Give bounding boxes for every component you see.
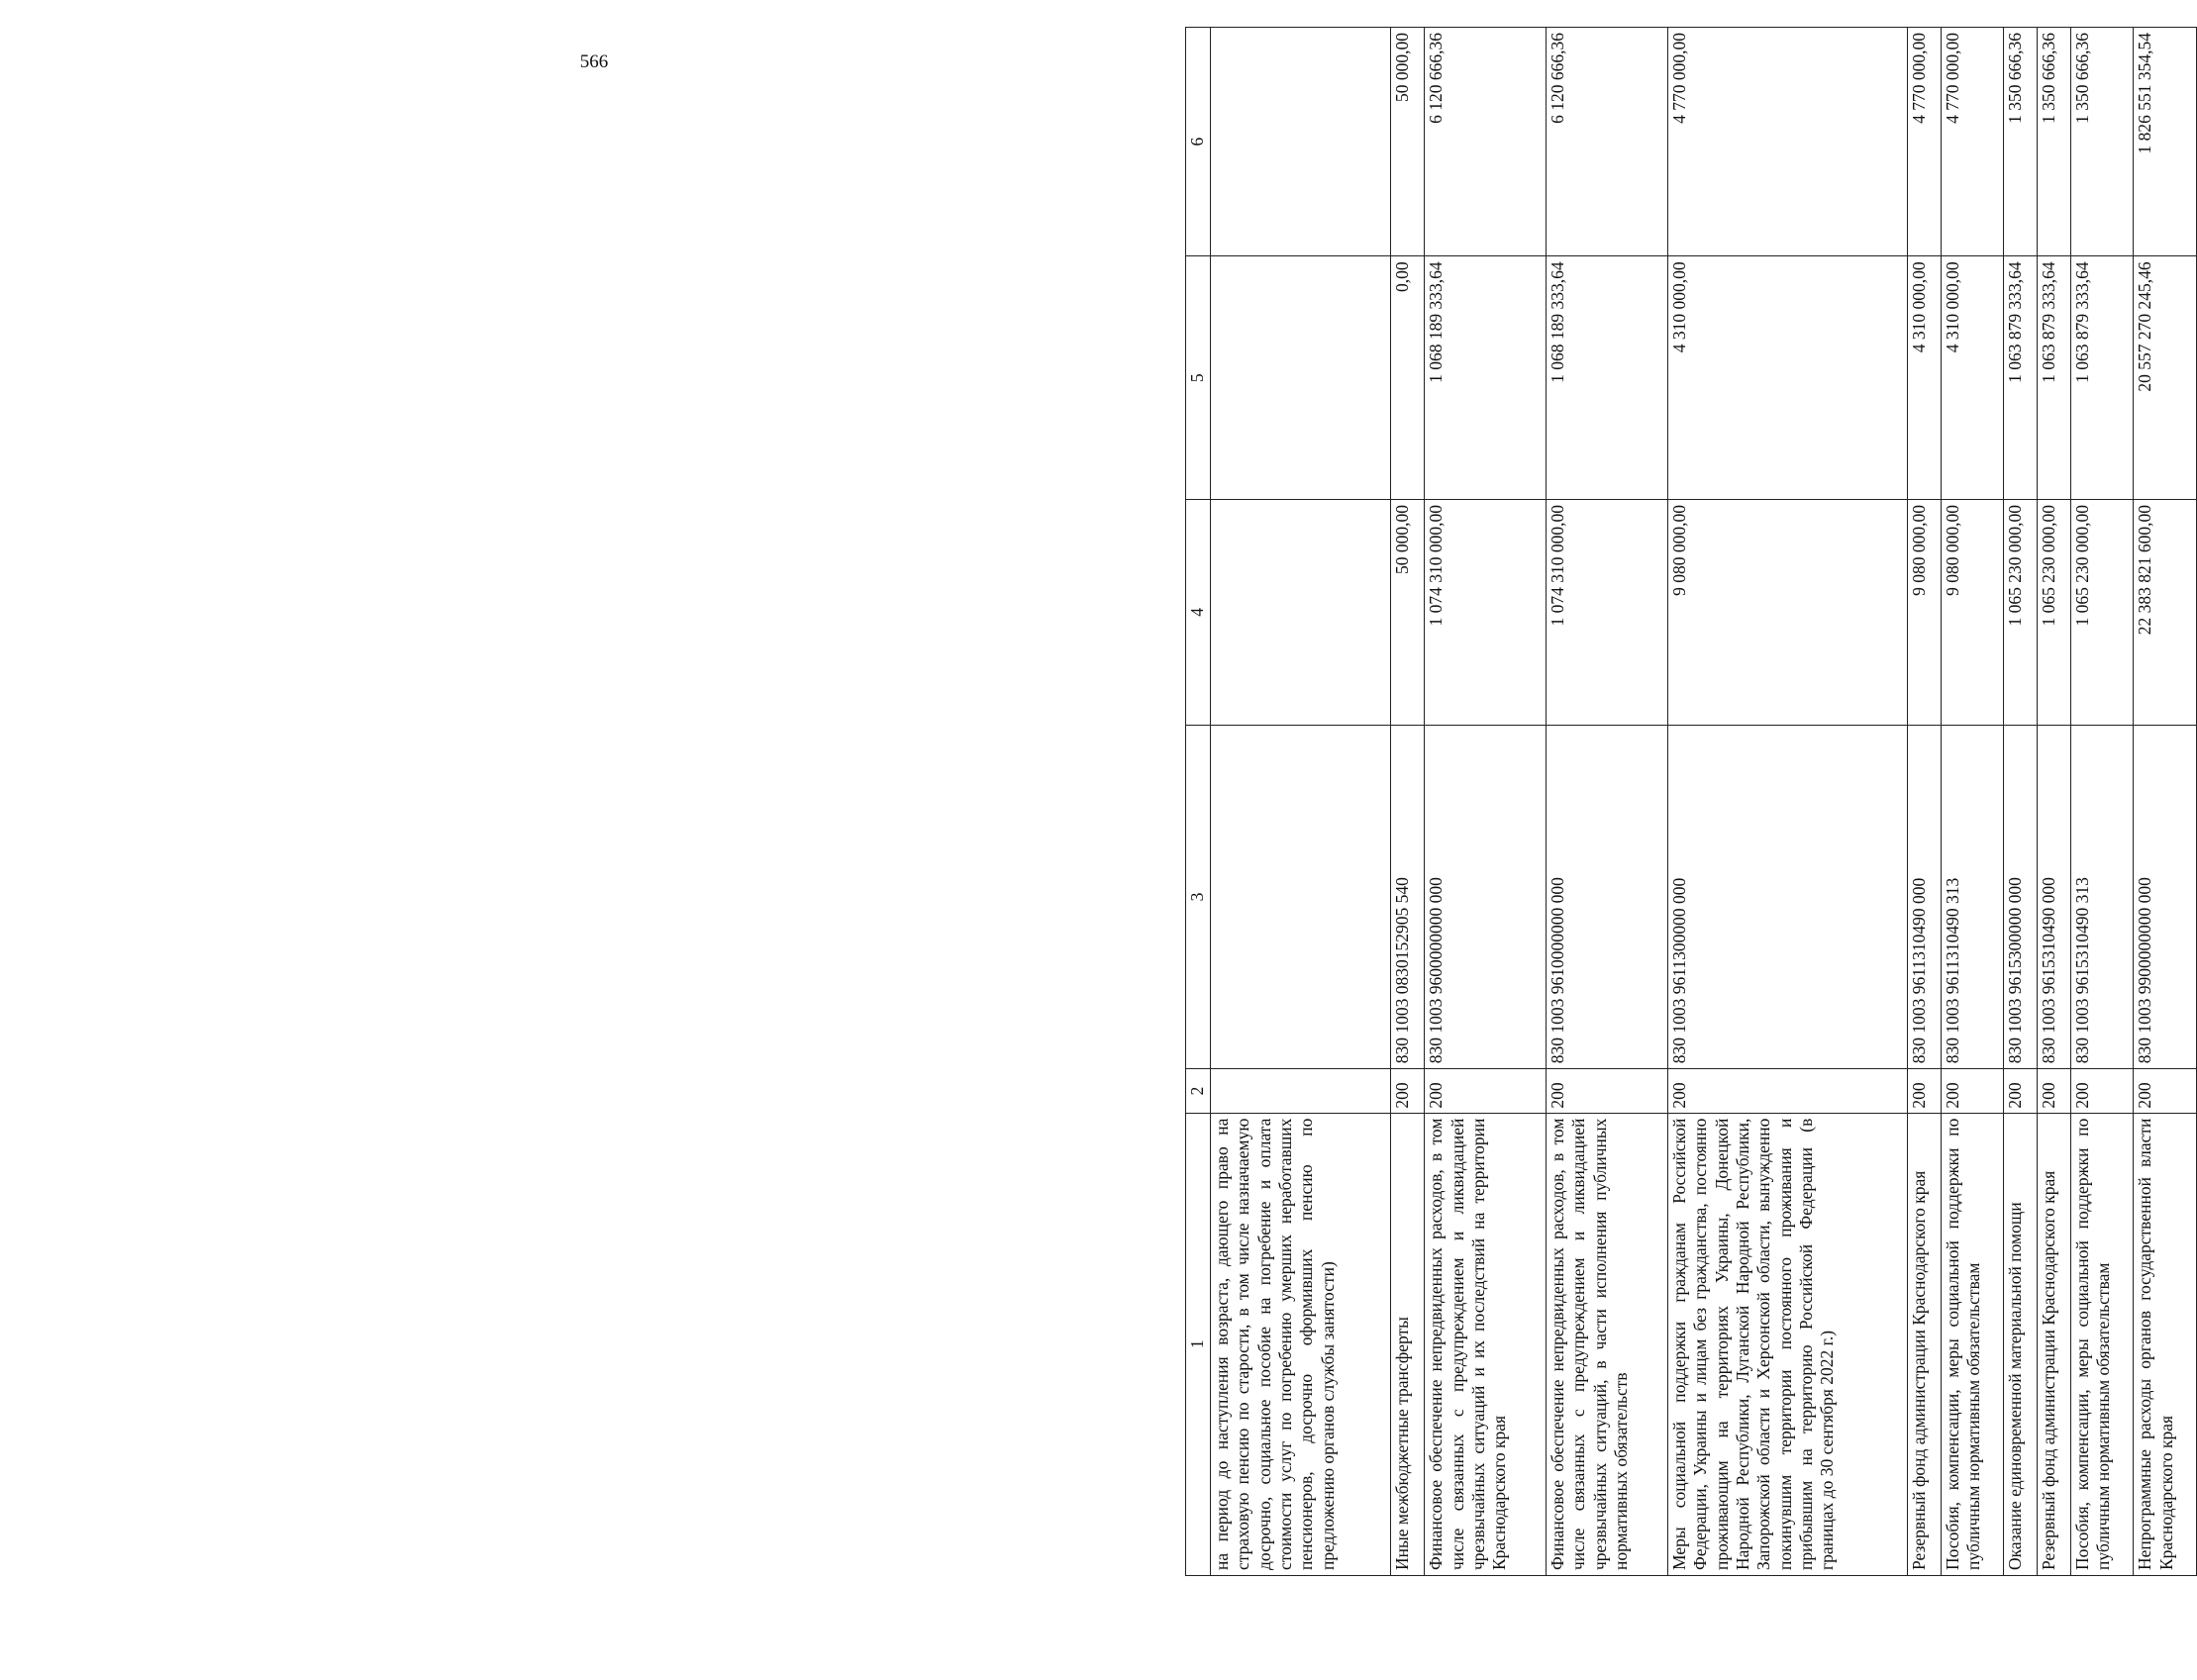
cell-name: Пособия, компенсации, меры социальной поддержки по публичным нормативным обязательствам: [1941, 1113, 2004, 1575]
cell-code2: 200: [2134, 1069, 2197, 1113]
cell-code2: 200: [1547, 1069, 1668, 1113]
cell-code2: 200: [1907, 1069, 1941, 1113]
cell-code2: 200: [2070, 1069, 2134, 1113]
cell-code3: [1211, 725, 1391, 1069]
cell-v4: 1 074 310 000,00: [1547, 500, 1668, 726]
cell-v5: 1 068 189 333,64: [1547, 256, 1668, 500]
table-row: [2070, 28, 2134, 1576]
cell-code3: 830 1003 9600000000 000: [1425, 725, 1547, 1069]
cell-name: Иные межбюджетные трансферты: [1391, 1113, 1425, 1575]
cell-v5: 4 310 000,00: [1907, 256, 1941, 500]
rotated-table-container: [1185, 27, 2197, 1576]
cell-v5: [1211, 256, 1391, 500]
cell-code3: 830 1003 9611310490 313: [1941, 725, 2004, 1069]
cell-code2: 200: [1668, 1069, 1908, 1113]
cell-v4: 1 074 310 000,00: [1425, 500, 1547, 726]
table-row: [1391, 28, 1425, 1576]
cell-v5: 1 068 189 333,64: [1425, 256, 1547, 500]
table-row: [1941, 28, 2004, 1576]
table-row: [1547, 28, 1668, 1576]
cell-code2: 200: [2037, 1069, 2070, 1113]
column-header-6: 6: [1186, 28, 1211, 256]
cell-name: Финансовое обеспечение непредвиденных расходов, в том числе связанных с предупреждением и ликвидацией чрезвычайных ситуаций и их последствий на территории Краснодарского края: [1425, 1113, 1547, 1575]
cell-v6: 1 350 666,36: [2037, 28, 2070, 256]
table-row: [1668, 28, 1908, 1576]
cell-v4: 1 065 230 000,00: [2037, 500, 2070, 726]
cell-name: на период до наступления возраста, дающего право на страховую пенсию по старости, в том числе назначаемую досрочно, социальное пособие на погребение и оплата стоимости услуг по погребению умерших неработавших пенсионеров, досрочно оформивших пенсию по предложению органов службы занятости): [1211, 1113, 1391, 1575]
cell-v5: 4 310 000,00: [1668, 256, 1908, 500]
cell-v5: 1 063 879 333,64: [2004, 256, 2038, 500]
table-row: [2037, 28, 2070, 1576]
budget-table: [1185, 27, 2197, 1576]
cell-code2: [1211, 1069, 1391, 1113]
cell-code3: 830 1003 9611310490 000: [1907, 725, 1941, 1069]
cell-code3: 830 1003 0830152905 540: [1391, 725, 1425, 1069]
cell-code2: 200: [1425, 1069, 1547, 1113]
table-row: [1425, 28, 1547, 1576]
table-row: [2134, 28, 2197, 1576]
cell-v4: [1211, 500, 1391, 726]
cell-v6: 6 120 666,36: [1425, 28, 1547, 256]
page-number: 566: [579, 51, 609, 72]
cell-name: Оказание единовременной материальной помощи: [2004, 1113, 2038, 1575]
cell-code3: 830 1003 9610000000 000: [1547, 725, 1668, 1069]
table-row: [1907, 28, 1941, 1576]
table-row: [1211, 28, 1391, 1576]
cell-v5: 4 310 000,00: [1941, 256, 2004, 500]
cell-v4: 1 065 230 000,00: [2070, 500, 2134, 726]
cell-name: Пособия, компенсации, меры социальной поддержки по публичным нормативным обязательствам: [2070, 1113, 2134, 1575]
cell-v4: 9 080 000,00: [1668, 500, 1908, 726]
cell-v6: 50 000,00: [1391, 28, 1425, 256]
cell-code3: 830 1003 9900000000 000: [2134, 725, 2197, 1069]
cell-v5: 1 063 879 333,64: [2037, 256, 2070, 500]
cell-v5: 1 063 879 333,64: [2070, 256, 2134, 500]
cell-name: Резервный фонд администрации Краснодарского края: [1907, 1113, 1941, 1575]
cell-v4: 50 000,00: [1391, 500, 1425, 726]
column-header-3: 3: [1186, 725, 1211, 1069]
cell-v4: 1 065 230 000,00: [2004, 500, 2038, 726]
column-header-4: 4: [1186, 500, 1211, 726]
cell-name: Резервный фонд администрации Краснодарского края: [2037, 1113, 2070, 1575]
cell-v6: [1211, 28, 1391, 256]
cell-v6: 4 770 000,00: [1941, 28, 2004, 256]
cell-v6: 1 350 666,36: [2070, 28, 2134, 256]
cell-v6: 1 826 551 354,54: [2134, 28, 2197, 256]
cell-name: Финансовое обеспечение непредвиденных расходов, в том числе связанных с предупреждением и ликвидацией чрезвычайных ситуаций, в части исполнения публичных нормативных обязательств: [1547, 1113, 1668, 1575]
cell-v6: 4 770 000,00: [1668, 28, 1908, 256]
cell-v5: 0,00: [1391, 256, 1425, 500]
cell-v4: 9 080 000,00: [1907, 500, 1941, 726]
table-row: [2004, 28, 2038, 1576]
cell-code2: 200: [1941, 1069, 2004, 1113]
cell-code3: 830 1003 9615310490 313: [2070, 725, 2134, 1069]
cell-code3: 830 1003 9615310490 000: [2037, 725, 2070, 1069]
cell-code2: 200: [1391, 1069, 1425, 1113]
header-row: [1186, 28, 1211, 1576]
column-header-5: 5: [1186, 256, 1211, 500]
cell-v5: 20 557 270 245,46: [2134, 256, 2197, 500]
cell-v4: 9 080 000,00: [1941, 500, 2004, 726]
cell-v6: 4 770 000,00: [1907, 28, 1941, 256]
cell-v4: 22 383 821 600,00: [2134, 500, 2197, 726]
column-header-2: 2: [1186, 1069, 1211, 1113]
cell-name: Непрограммные расходы органов государственной власти Краснодарского края: [2134, 1113, 2197, 1575]
column-header-1: 1: [1186, 1113, 1211, 1575]
cell-code3: 830 1003 9611300000 000: [1668, 725, 1908, 1069]
cell-code3: 830 1003 9615300000 000: [2004, 725, 2038, 1069]
cell-name: Меры социальной поддержки гражданам Российской Федерации, Украины и лицам без гражданства, постоянно проживающим на территориях Украины, Донецкой Народной Республики, Луганской Народной Республики, Запорожской области и Херсонской области, вынужденно покинувшим территории постоянного проживания и прибывшим на территорию Российской Федерации (в границах до 30 сентября 2022 г.): [1668, 1113, 1908, 1575]
cell-v6: 6 120 666,36: [1547, 28, 1668, 256]
cell-v6: 1 350 666,36: [2004, 28, 2038, 256]
cell-code2: 200: [2004, 1069, 2038, 1113]
